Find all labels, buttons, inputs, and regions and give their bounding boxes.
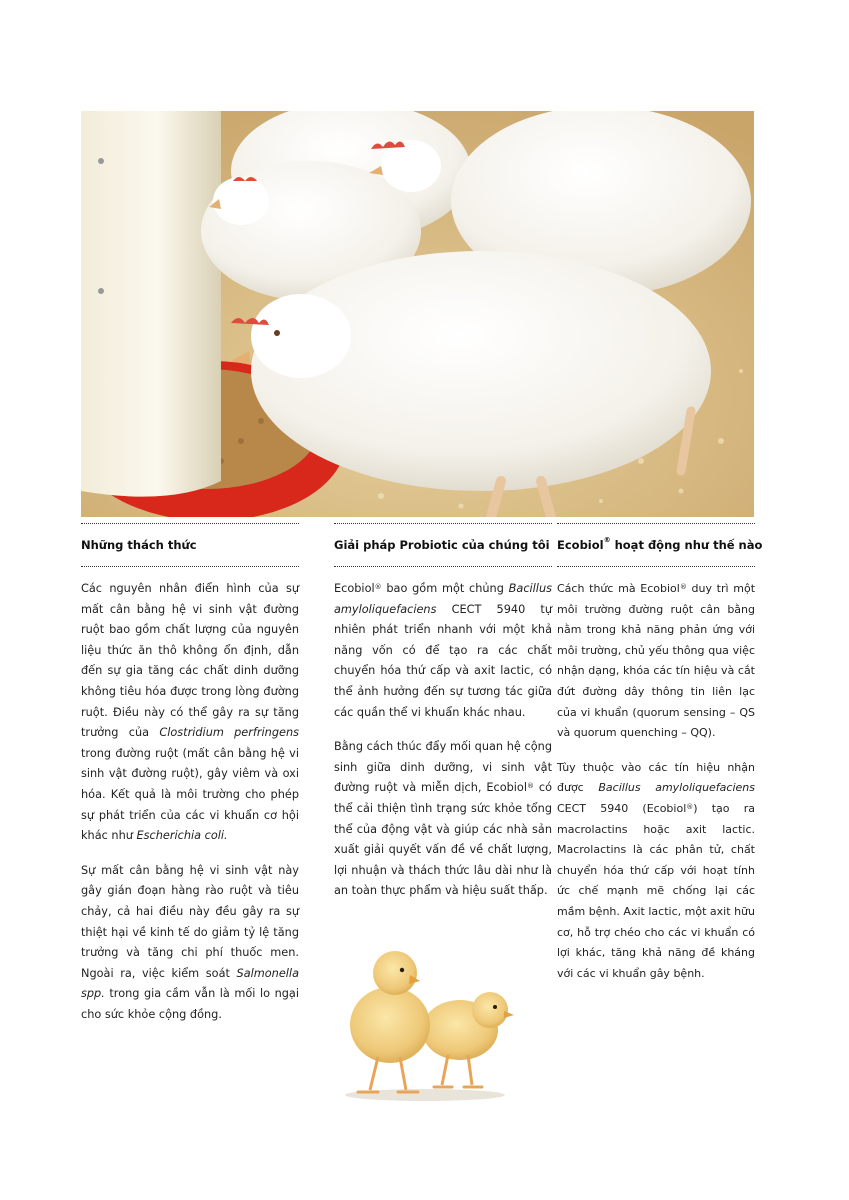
column-heading: Những thách thức	[81, 538, 197, 552]
chicks-photo	[330, 945, 520, 1105]
column-challenges	[81, 523, 299, 1025]
divider	[557, 523, 755, 524]
paragraph: Cách thức mà Ecobiol® duy trì một môi trường đường ruột cân bằng nằm trong khả năng phản ứng với môi trường, chủ yếu thông qua việc nhận dạng, khóa các tín hiệu và cắt đứt đường dây thông tin liên lạc của vi khuẩn (quorum sensing – QS và quorum quenching – QQ).	[557, 582, 756, 740]
paragraph: Ecobiol® bao gồm một chủng Bacillus amyloliquefaciens CECT 5940 tự nhiên phát triển nhanh với một khả năng vốn có để tạo ra các chất chuyển hóa thứ cấp và axit lactic, có thể ảnh hưởng đến sự tương tác giữa các quần thể vi khuẩn khác nhau.	[334, 582, 552, 719]
chickens-illustration	[81, 111, 754, 517]
divider	[557, 566, 755, 567]
divider	[334, 566, 552, 567]
paragraph: Bằng cách thúc đẩy mối quan hệ cộng sinh giữa dinh dưỡng, vi sinh vật đường ruột và miễn dịch, Ecobiol® có thể cải thiện tình trạng sức khỏe tổng thể của động vật và giúp các nhà sản xuất giải quyết vấn đề về chất lượng, lợi nhuận và thách thức lâu dài như là an toàn thực phẩm và hiệu suất thấp.	[334, 740, 552, 898]
column-heading: Giải pháp Probiotic của chúng tôi	[334, 538, 550, 552]
column-how-ecobiol-works	[557, 523, 763, 984]
paragraph: Tùy thuộc vào các tín hiệu nhận được Bacillus amyloliquefaciens CECT 5940 (Ecobiol®) tạo ra macrolactins hoặc axit lactic. Macrolactins là các phân tử, chất chuyển hóa thứ cấp với hoạt tính ức chế mạnh mẽ chống lại các mầm bệnh. Axit lactic, một axit hữu cơ, hỗ trợ chéo cho các vi khuẩn có lợi khác, tăng khả năng đề kháng với các vi khuẩn gây bệnh.	[557, 760, 755, 980]
divider	[81, 523, 299, 524]
paragraph: Các nguyên nhân điển hình của sự mất cân bằng hệ vi sinh vật đường ruột bao gồm chất lượng của nguyên liệu thức ăn thô không ổn định, dẫn đến sự gia tăng các chất dinh dưỡng không tiêu hóa được trong lòng đường ruột. Điều này có thể gây ra sự tăng trưởng của Clostridium perfringens trong đường ruột (mất cân bằng hệ vi sinh vật đường ruột), gây viêm và oxi hóa. Kết quả là môi trường cho phép sự phát triển của các vi khuẩn cơ hội khác như Escherichia coli.	[81, 582, 299, 843]
column-probiotic-solution	[334, 523, 552, 902]
divider	[334, 523, 552, 524]
column-heading: Ecobiol® hoạt động như thế nào	[557, 536, 763, 552]
divider	[81, 566, 299, 567]
hero-photo-chickens-feeding	[81, 111, 754, 517]
paragraph: Sự mất cân bằng hệ vi sinh vật này gây gián đoạn hàng rào ruột và tiêu chảy, cả hai điều này đều gây ra sự thiệt hại về kinh tế do giảm tỷ lệ tăng trưởng và tăng chi phí thuốc men. Ngoài ra, việc kiểm soát Salmonella spp. trong gia cầm vẫn là mối lo ngại cho sức khỏe cộng đồng.	[81, 863, 299, 1021]
chicks-illustration	[330, 945, 520, 1105]
